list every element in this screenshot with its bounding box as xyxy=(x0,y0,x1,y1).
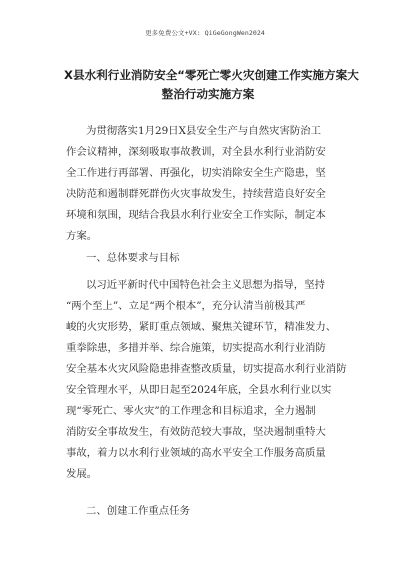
section-heading-2: 二、创建工作重点任务 xyxy=(86,505,190,517)
paragraph-line: 为贯彻落实1月29日X县安全生产与自然灾害防治工 xyxy=(86,125,322,137)
section-heading-1: 一、总体要求与目标 xyxy=(86,252,180,264)
paragraph-goals xyxy=(66,275,348,485)
title-line-2: 整治行动实施方案 xyxy=(161,87,255,101)
paragraph-line: 作会议精神，深刻吸取事故教训，对全县水利行业消防安 xyxy=(66,146,326,158)
paragraph-line: 全工作进行再部署、再强化，切实消除安全生产隐患，坚 xyxy=(66,167,326,179)
watermark-header: 更多免费公文+VX: QiGeGongWen2024 xyxy=(145,29,265,37)
paragraph-line: 环境和氛围，现结合我县水利行业安全工作实际，制定本 xyxy=(66,209,326,221)
paragraph-line: 安全管理水平，从即日起至2024年底，全县水利行业以实 xyxy=(66,384,332,396)
paragraph-line: 决防范和遏制群死群伤火灾事故发生，持续营造良好安全 xyxy=(66,188,326,200)
paragraph-line: 现“零死亡、零火灾”的工作理念和目标追求，全力遏制 xyxy=(66,405,316,417)
paragraph-line: “两个至上”、立足“两个根本”，充分认清当前极其严 xyxy=(66,300,306,312)
document-title xyxy=(64,66,359,104)
paragraph-line: 方案。 xyxy=(66,230,98,242)
paragraph-line: 以习近平新时代中国特色社会主义思想为指导，坚持 xyxy=(86,279,325,291)
paragraph-line: 峻的火灾形势，紧盯重点领域、聚焦关键环节，精准发力、 xyxy=(66,321,337,333)
paragraph-intro xyxy=(66,121,348,247)
paragraph-line: 消防安全事故发生，有效防范较大事故，坚决遏制重特大 xyxy=(66,426,326,438)
title-line-1: X县水利行业消防安全“零死亡零火灾创建工作实施方案大 xyxy=(64,68,359,82)
paragraph-line: 安全基本火灾风险隐患排查整改质量，切实提高水利行业消防 xyxy=(66,363,347,375)
paragraph-line: 发展。 xyxy=(66,468,98,480)
paragraph-line: 重拳除患，多措并举、综合施策，切实提高水利行业消防 xyxy=(66,342,326,354)
paragraph-line: 事故，着力以水利行业领域的高水平安全工作服务高质量 xyxy=(66,447,326,459)
